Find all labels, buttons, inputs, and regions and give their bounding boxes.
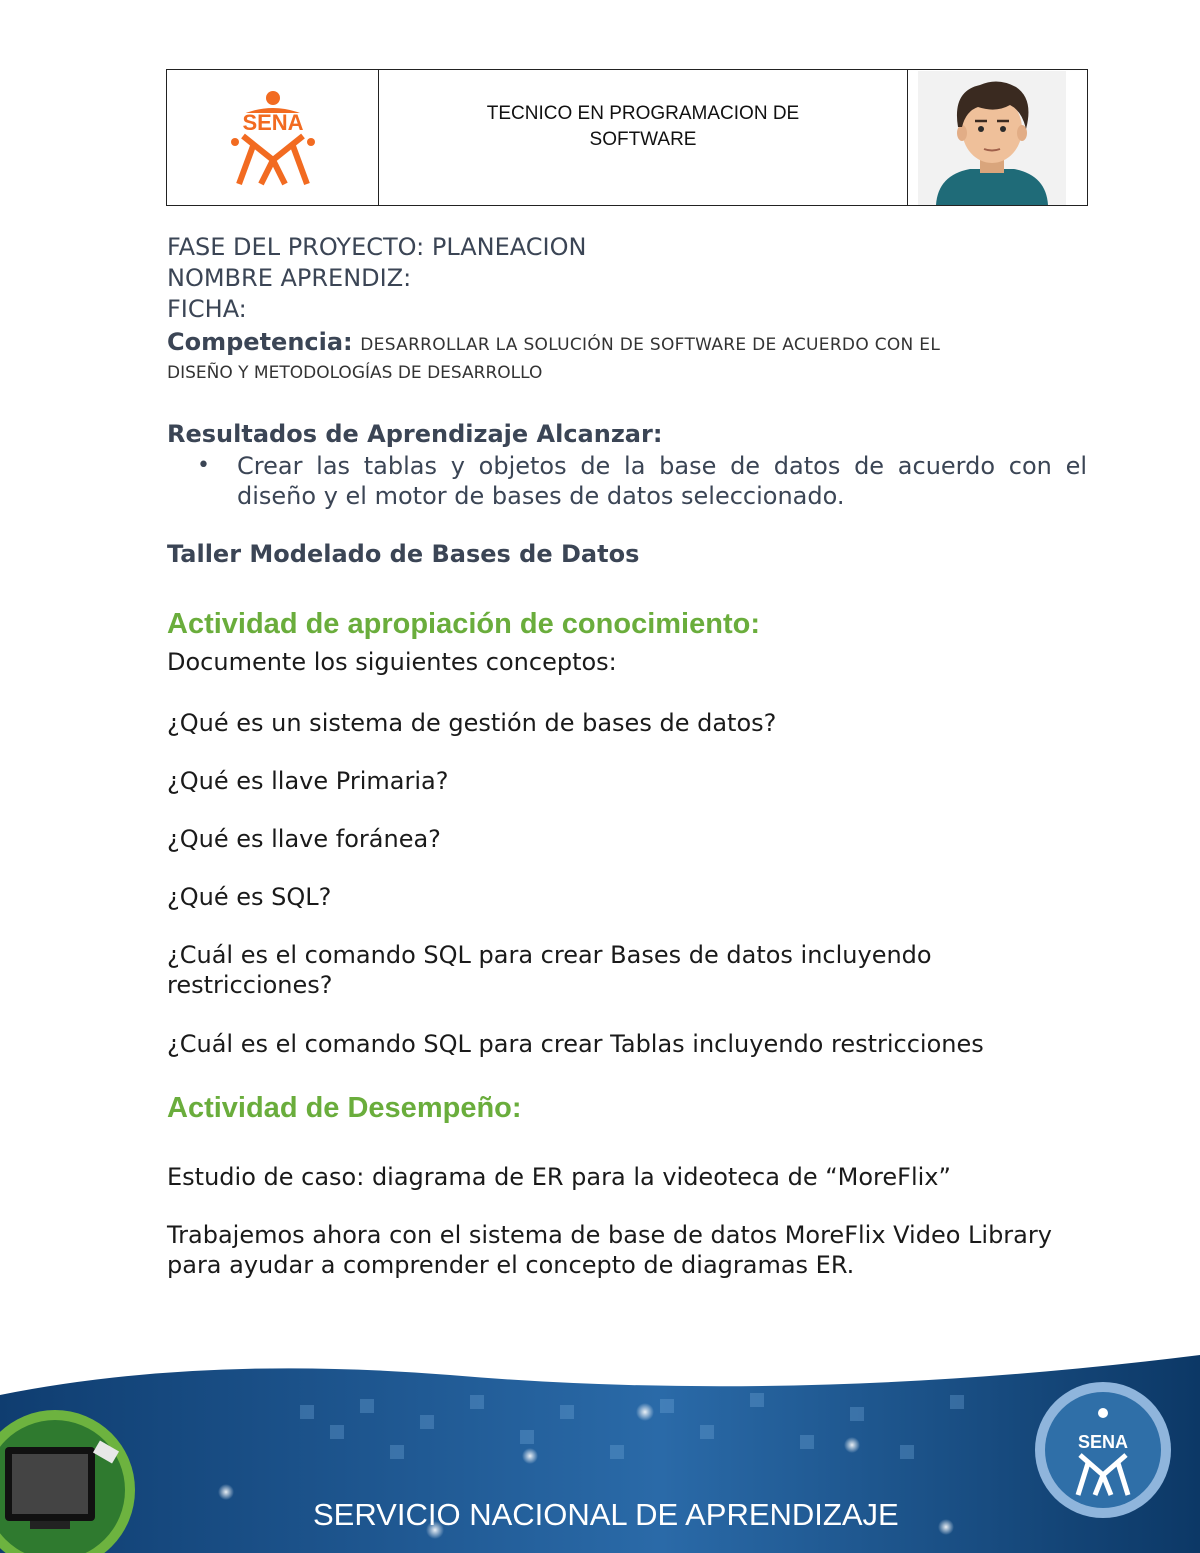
fase-label: FASE DEL PROYECTO: PLANEACION bbox=[167, 233, 587, 261]
question-5: ¿Cuál es el comando SQL para crear Bases de datos incluyendo restricciones? bbox=[167, 941, 932, 999]
sena-logo-icon bbox=[213, 88, 333, 188]
question-4: ¿Qué es SQL? bbox=[167, 883, 332, 911]
student-avatar-icon bbox=[918, 71, 1066, 205]
footer-banner bbox=[0, 1335, 1200, 1553]
question-3: ¿Qué es llave foránea? bbox=[167, 825, 441, 853]
workshop-title: Taller Modelado de Bases de Datos bbox=[167, 540, 640, 568]
project-info bbox=[167, 232, 1087, 386]
competencia-text-2: DISEÑO Y METODOLOGÍAS DE DESARROLLO bbox=[167, 363, 543, 383]
question-1: ¿Qué es un sistema de gestión de bases de datos? bbox=[167, 709, 777, 737]
apropiacion-heading: Actividad de apropiación de conocimiento: bbox=[167, 608, 760, 640]
avatar-cell bbox=[908, 70, 1087, 205]
bullet-icon: • bbox=[197, 453, 210, 478]
sena-footer-logo-icon bbox=[1035, 1382, 1171, 1518]
competencia bbox=[167, 327, 1087, 386]
results-title: Resultados de Aprendizaje Alcanzar: bbox=[167, 420, 663, 448]
program-title: TECNICO EN PROGRAMACION DE SOFTWARE bbox=[486, 102, 800, 150]
footer-logo-text: SENA bbox=[1077, 1432, 1129, 1452]
apropiacion-intro: Documente los siguientes conceptos: bbox=[167, 648, 617, 676]
learning-results bbox=[167, 418, 1087, 511]
result-item-text: Crear las tablas y objetos de la base de datos de acuerdo con el diseño y el motor de bases de datos seleccionado. bbox=[237, 452, 1087, 510]
question-6: ¿Cuál es el comando SQL para crear Tablas incluyendo restricciones bbox=[167, 1030, 984, 1058]
competencia-text-1: DESARROLLAR LA SOLUCIÓN DE SOFTWARE DE ACUERDO CON EL bbox=[360, 335, 941, 355]
sena-logo-text: SENA bbox=[241, 109, 304, 135]
list-item bbox=[167, 451, 1087, 511]
nombre-aprendiz-label: NOMBRE APRENDIZ: bbox=[167, 264, 412, 292]
program-title-cell bbox=[379, 70, 908, 205]
question-2: ¿Qué es llave Primaria? bbox=[167, 767, 449, 795]
header-table bbox=[166, 69, 1088, 206]
ficha-label: FICHA: bbox=[167, 295, 247, 323]
desempeno-heading: Actividad de Desempeño: bbox=[167, 1092, 522, 1124]
competencia-label: Competencia: bbox=[167, 328, 353, 356]
sena-logo-cell bbox=[167, 70, 379, 205]
banner-text: SERVICIO NACIONAL DE APRENDIZAJE bbox=[313, 1497, 899, 1532]
case-study-description: Trabajemos ahora con el sistema de base de datos MoreFlix Video Library para ayudar a comprender el concepto de diagramas ER. bbox=[167, 1221, 1052, 1279]
case-study-text: Estudio de caso: diagrama de ER para la videoteca de “MoreFlix” bbox=[167, 1163, 951, 1191]
